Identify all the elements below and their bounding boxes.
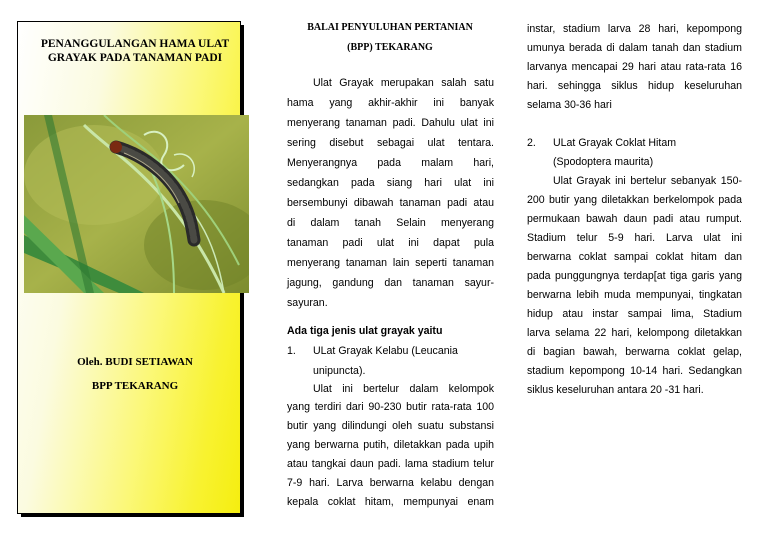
item2-text-line: pada punggungnya terdap[at tiga garis yang (527, 270, 742, 282)
continued-line: umunya berada di dalam tanah dan stadium (527, 42, 742, 54)
item2-text-line: Ulat Grayak ini bertelur sebanyak 150- (553, 175, 742, 187)
cover-title-line: PENANGGULANGAN HAMA ULAT (40, 38, 230, 50)
item2-text-line: siklus keseluruhan antara 20 -31 hari. (527, 384, 704, 396)
intro-line: Ulat Grayak merupakan salah satu (313, 77, 494, 89)
item2-text-line: hidup atau instar sampai lima, Stadium (527, 308, 742, 320)
continued-line: larvanya mencapai 29 hari atau rata-rata 16 (527, 61, 742, 73)
caterpillar-photo-illustration (24, 115, 249, 293)
item2-title-line: (Spodoptera maurita) (553, 156, 654, 168)
author-org: BPP TEKARANG (91, 380, 179, 392)
intro-line: sering disebut sebagai ulat tentara. (287, 137, 494, 149)
continued-line: selama 30-36 hari (527, 99, 612, 111)
intro-line: Menyerangnya pada malam hari, (287, 157, 494, 169)
item2-title-line: ULat Grayak Coklat Hitam (553, 137, 677, 149)
item1-text-line: yang terdiri dari 90-230 butir rata-rata 100 (287, 401, 494, 413)
item1-title-line: unipuncta). (313, 365, 366, 377)
item2-text-line: berwarna lebih muda mempunyai, tingkatan (527, 289, 742, 301)
item2-text-line: 200 butir yang diletakkan berkelompok pada (527, 194, 742, 206)
intro-line: jagung, gandung dan tanaman sayur- (287, 277, 494, 289)
item2-text-line: stadium kepompong 10-14 hari. Sedangkan (527, 365, 742, 377)
section-heading: Ada tiga jenis ulat grayak yaitu (287, 325, 443, 337)
item1-text-line: yang berwarna putih, diletakkan pada upih (287, 439, 494, 451)
cover-shadow-bottom (21, 514, 244, 517)
intro-line: tanaman padi ulat ini dapat pula (287, 237, 494, 249)
intro-line: sedangkan pada siang hari ulat ini (287, 177, 494, 189)
item2-number: 2. (527, 137, 536, 149)
cover-title-line: GRAYAK PADA TANAMAN PADI (47, 52, 223, 64)
intro-line: menyerang tanaman padi. Dahulu ulat ini (287, 117, 494, 129)
org-header-line1: BALAI PENYULUHAN PERTANIAN (307, 22, 473, 33)
item1-text-line: 7-9 hari. Larva berwarna kelabu dengan (287, 477, 494, 489)
intro-line: menyerang tanaman lain seperti tanaman (287, 257, 494, 269)
cover-author-block (24, 356, 246, 404)
org-header-line2: (BPP) TEKARANG (347, 42, 433, 53)
intro-line: hama yang akhir-akhir ini banyak (287, 97, 494, 109)
item2-text-line: larva selama 22 hari, kelompong diletakkan (527, 327, 742, 339)
intro-line: bersembunyi dibawah tanaman padi atau (287, 197, 494, 209)
author-name: Oleh. BUDI SETIAWAN (77, 356, 193, 368)
item1-text-line: Ulat ini bertelur dalam kelompok (313, 383, 494, 395)
continued-line: instar, stadium larva 28 hari, kepompong (527, 23, 742, 35)
item1-text-line: butir yang dilindungi oleh suatu substansi (287, 420, 494, 432)
item2-text-line: di bagian bawah, berwarna coklat gelap, (527, 346, 742, 358)
item1-text-line: atau tangkai daun padi. lama stadium telur (287, 458, 494, 470)
cover-title (24, 37, 246, 65)
item2-text-line: Stadium telur 5-9 hari. Larva ulat ini (527, 232, 742, 244)
item1-title-line: ULat Grayak Kelabu (Leucania (313, 345, 458, 357)
item2-text-line: berwarna coklat sampai coklat hitam dan (527, 251, 742, 263)
item1-number: 1. (287, 345, 296, 357)
continued-line: hari. sehingga siklus hidup keseluruhan (527, 80, 742, 92)
intro-line: di dalam tanah Selain menyerang (287, 217, 494, 229)
caterpillar-photo (24, 115, 249, 293)
item1-text-line: kepala coklat hitam, mempunyai enam (287, 496, 494, 508)
intro-line: sayuran. (287, 297, 328, 309)
item2-text-line: permukaan bawah daun padi atau rumput. (527, 213, 742, 225)
